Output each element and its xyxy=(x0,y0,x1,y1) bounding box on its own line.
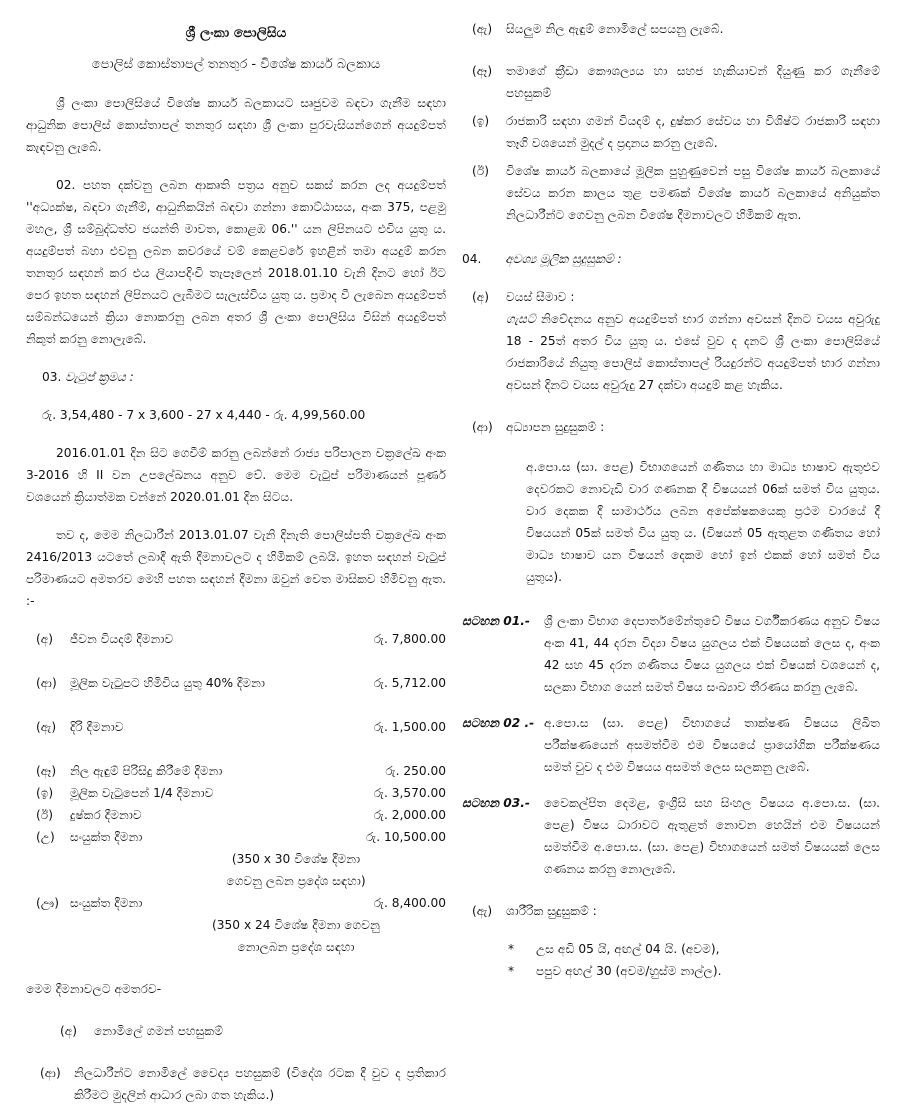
list-marker: (ඌ) xyxy=(36,896,60,910)
benefit-item xyxy=(462,110,880,154)
allowance-label: ජීවන වියදම් දීමනාව xyxy=(70,632,174,646)
note-text: වෛකල්පිත දෙමළ, ඉංග්‍රීසි සහ සිංහල විෂයය අ.පො.ස. (සා. පෙළ) විෂය ධාරාවට ඇතුළත් නොවන හෙයින් එම විෂයයන් සමත්වීම අ.පො.ස. (සා. පෙළ) විභාගයෙන් සමත් විෂයයක් ලෙස ගණනය කරනු නොලැබේ. xyxy=(544,796,880,876)
note-item xyxy=(462,712,880,778)
allowance-amount: රු. 7,800.00 xyxy=(373,632,446,646)
salary-paragraph: 2016.01.01 දින සිට ගෙවීම් කරනු ලබන්නේ රාජ්‍ය පරිපාලන චක්‍රලේඛ අංක 3-2016 හි II වන උපලේඛනය අනුව වේ. මෙම වැටුප් පරිමාණයන් පූර්ණ වශයෙන් ක්‍රියාත්මක වන්නේ 2020.01.01 දින සිටය. xyxy=(26,446,446,504)
list-marker: (අ) xyxy=(60,1024,78,1038)
list-marker: (ඇ) xyxy=(36,720,57,734)
benefit-text: විශේෂ කාර්ය බලකායේ මූලික පුහුණුවෙන් පසු විශේෂ කාර්ය බලකායේ සේවය කරන කාලය තුළ පමණක් විශේෂ කාර්ය බලකායේ අනියුක්ත නිලධාරීන්ට ගෙවනු ලබන විශේෂ දීමනාවලට හිමිකම් ඇත. xyxy=(506,164,880,222)
extra-item-text: නිලධාරීන්ට නොමිලේ වෛද්‍ය පහසුකම් (විදේශ රටක දී වුව ද ප්‍රතිකාර කිරීමට මුදලින් ආධාර ලබා ගත හැකිය.) xyxy=(74,1066,446,1102)
allowance-paragraph: තව ද, මෙම නිලධාරීන් 2013.01.07 වැනි දිනැති පොලිස්පති චක්‍රලේඛ අංක 2416/2013 යටතේ ලබාදී ඇති දීමනාවලට ද හිමිකම් ලබයි. ඉහත සඳහන් වැටුප් පරිමාණයට අමතරව මෙහි පහත සඳහන් දීමනා ඔවුන් වෙත මාසිකව හිමිවනු ඇත. :- xyxy=(26,528,446,608)
age-title: වයස් සීමාව : xyxy=(506,290,575,304)
list-marker: (ඉ) xyxy=(472,114,490,128)
allowance-row xyxy=(26,826,446,848)
age-text-body: නිවේදනය අනුව අයදුම්පත් භාර ගන්නා අවසන් දිනට වයස අවුරුදු 18 - 25ත් අතර විය යුතු ය. එසේ වුව ද දනට ශ්‍රී ලංකා පොලිසියේ රාජකාරියේ නියුතු පොලිස් කොස්තාපල් රියදුරන්ට අයදුම්පත් භාර ගන්නා අවසන් දිනට වයස අවුරුදු 27 දක්වා අයදුම් කළ හැකිය. xyxy=(506,312,880,392)
allowance-amount: රු. 250.00 xyxy=(385,764,446,778)
benefit-item xyxy=(462,160,880,226)
list-marker: (ආ) xyxy=(40,1066,61,1080)
section-number: 03. xyxy=(42,370,62,384)
benefit-text: තමාගේ ක්‍රීඩා කෞශල්‍යය හා සහජ හැකියාවන් දියුණු කර ගැනීමේ පහසුකම් xyxy=(506,64,880,100)
list-marker: (ඉ) xyxy=(36,786,54,800)
phys-item xyxy=(508,938,880,960)
extra-item-text: නොමිලේ ගමන් පහසුකම් xyxy=(94,1024,223,1038)
list-marker: (අ) xyxy=(472,290,490,304)
allowance-row xyxy=(26,628,446,650)
allowance-row xyxy=(26,760,446,782)
benefit-text: රාජකාරි සඳහා ගමන් වියදම් ද, දුෂ්කර සේවය හා විශිෂ්ට රාජකාරි සඳහා තෑගි වශයෙන් මුදල් ද ප්‍රදානය කරනු ලැබේ. xyxy=(506,114,880,150)
allowance-amount: රු. 3,570.00 xyxy=(373,786,446,800)
allowance-row xyxy=(26,716,446,738)
section-03-heading xyxy=(42,366,446,388)
allowance-note: ගෙවනු ලබන ප්‍රදේශ සඳහා) xyxy=(226,874,366,888)
note-text: ශ්‍රී ලංකා විභාග දෙපාර්තමේන්තුවේ විෂය වර්ගීකරණය අනුව විෂය අංක 41, 44 දරන විද්‍යා විෂය යුගලය එක් විෂයයක් ලෙස ද, අංක 42 සහ 45 දරන ගණිතය විෂය යුගලය එක් විෂයක් වශයෙන් ද, සලකා විභාග යෙන් සමත් විෂය සංඛ්‍යාව තීරණය කරනු ලැබේ. xyxy=(544,614,880,694)
section-title: වැටුප් ක්‍රමය : xyxy=(65,370,134,384)
allowance-label: මූලික වැටුපෙන් 1/4 දීමනාව xyxy=(70,786,214,800)
list-marker: (ඇ) xyxy=(472,22,493,36)
allowance-amount: රු. 10,500.00 xyxy=(366,830,446,844)
age-text xyxy=(506,308,880,396)
list-marker: (අ) xyxy=(36,632,54,646)
phys-title: ශාරීරික සුදුසුකම් : xyxy=(506,904,597,918)
note-key: සටහන 01.- xyxy=(462,614,530,628)
allowance-label: දිරි දීමනාව xyxy=(70,720,124,734)
allowance-row xyxy=(26,782,446,804)
page-title: ශ්‍රී ලංකා පොලිසිය xyxy=(185,25,287,41)
phys-heading xyxy=(472,900,880,922)
edu-text: අ.පො.ස (සා. පෙළ) විභාගයෙන් ගණිතය හා මාධ්‍ය භාෂාව ඇතුළුව දෙවරකට නොවැඩි වාර ගණනක දී විෂයයන් 06ක් සමත් විය යුතුය. වාර දෙකක දී සාමාර්ථය ලබන අපේක්ෂකයෙකු ප්‍රථම වාරයේ දී විෂයයන් 05ක් සමත් විය යුතු ය. (විෂයන් 05 ඇතුළත ගණිතය හෝ මාධ්‍ය භාෂාව යන විෂයන් දෙකම හෝ ඉන් එකක් හෝ සමත් විය යුතුය). xyxy=(526,460,880,584)
allowance-row xyxy=(26,892,446,914)
list-marker: (ආ) xyxy=(472,420,493,434)
benefit-item xyxy=(462,18,880,40)
age-text-lead: ගැසට් xyxy=(506,312,541,326)
benefit-text: සියලුම නිල ඇඳුම් නොමිලේ සපයනු ලැබේ. xyxy=(506,22,724,36)
age-heading xyxy=(472,286,880,308)
allowance-label: සංයුක්ත දීමනා xyxy=(70,896,143,910)
bullet-icon: * xyxy=(508,964,515,978)
bullet-icon: * xyxy=(508,942,515,956)
list-marker: (ඈ) xyxy=(36,764,57,778)
list-marker: (ඇ) xyxy=(472,904,493,918)
list-marker: (උ) xyxy=(36,830,55,844)
allowance-amount: රු. 2,000.00 xyxy=(373,808,446,822)
allowance-amount: රු. 1,500.00 xyxy=(373,720,446,734)
allowance-label: දුෂ්කර දීමනාව xyxy=(70,808,142,822)
intro-paragraph: ශ්‍රී ලංකා පොලිසියේ විශේෂ කාර්ය බලකායට සෘජුවම බඳවා ගැනීම සඳහා ආධුනික පොලිස් කොස්තාපල් තනතුර සඳහා ශ්‍රී ලංකා පුරවැසියන්ගෙන් අයදුම්පත් කැඳවනු ලැබේ. xyxy=(26,96,446,154)
note-key: සටහන 03.- xyxy=(462,796,530,810)
edu-title: අධ්‍යාපන සුදුසුකම් : xyxy=(506,420,605,434)
allowance-row xyxy=(26,804,446,826)
phys-item xyxy=(508,960,880,982)
list-marker: (ආ) xyxy=(36,676,57,690)
section-04-heading xyxy=(462,248,880,270)
allowance-amount: රු. 8,400.00 xyxy=(373,896,446,910)
section-title: අවශ්‍ය මූලික සුදුසුකම් : xyxy=(505,252,622,266)
benefit-item xyxy=(462,60,880,104)
salary-scale: රු. 3,54,480 - 7 x 3,600 - 27 x 4,440 - රු. 4,99,560.00 xyxy=(42,408,366,422)
extra-item xyxy=(60,1020,446,1042)
list-marker: (ඊ) xyxy=(36,808,54,822)
allowance-label: සංයුක්ත දීමනා xyxy=(70,830,143,844)
phys-item-text: උස අඩි 05 යි, අඟල් 04 යි. (අවම), xyxy=(536,942,720,956)
allowance-note: නොලබන ප්‍රදේශ සඳහා xyxy=(237,940,355,954)
allowance-row xyxy=(26,672,446,694)
allowance-note: (350 x 30 විශේෂ දීමනා xyxy=(231,852,361,866)
extra-item xyxy=(40,1062,446,1106)
extra-heading: මෙම දීමනාවලට අමතරව- xyxy=(26,982,162,996)
list-marker: (ඊ) xyxy=(472,164,490,178)
left-column xyxy=(26,18,446,1106)
note-key: සටහන 02 .- xyxy=(462,716,535,730)
edu-heading xyxy=(472,416,880,438)
section-number: 04. xyxy=(462,252,482,266)
note-text: අ.පො.ස (සා. පෙළ) විභාගයේ තාක්ෂණ විෂයය ලිඛිත පරීක්ෂණයෙන් අසමත්වීම එම විෂයයේ ප්‍රායෝගික පරීක්ෂණය සමත් වුව ද එම විෂයය අසමත් ලෙස සලකනු ලැබේ. xyxy=(544,716,880,774)
allowance-note: (350 x 24 විශේෂ දීමනා ගෙවනු xyxy=(212,918,380,932)
allowance-label: මූලික වැටුපට හිමිවිය යුතු 40% දීමනා xyxy=(70,676,265,690)
allowance-label: නිල ඇඳුම් පිරිසිදු කිරීමේ දීමනා xyxy=(70,764,223,778)
list-marker: (ඈ) xyxy=(472,64,493,78)
page-subtitle: පොලිස් කොස්තාපල් තනතුර - විශේෂ කාර්ය බලකාය xyxy=(91,57,381,72)
allowance-amount: රු. 5,712.00 xyxy=(373,676,446,690)
paragraph-02: 02. පහත දක්වනු ලබන ආකෘති පත්‍රය අනුව සකස් කරන ලද අයදුම්පත් ''අධ්‍යක්ෂ, බඳවා ගැනීම්, ආධුනිකයින් බඳවා ගන්නා කොට්ඨාසය, අංක 375, පළමු මහල, ශ්‍රී සම්බුද්ධත්ව ජයන්ති මාවත, කොළඹ 06.'' යන ලිපිනයට එවිය යුතු ය. අයදුම්පත් බහා එවනු ලබන කවරයේ වම් කෙළවරේ ඉහළින් තමා අයදුම් කරන තනතුර සඳහන් කර එය ලියාපදිංචි තැපෑලෙන් 2018.01.10 වැනි දිනට හෝ ඊට පෙර ඉහත සඳහන් ලිපිනයට ලැබීමට සැලැස්විය යුතු ය. ප්‍රමාද වී ලැබෙන අයදුම්පත් සම්බන්ධයෙන් ක්‍රියා නොකරනු ලබන අතර ශ්‍රී ලංකා පොලිසිය විසින් අයදුම්පත් නිකුත් කරනු නොලැබේ. xyxy=(26,178,446,346)
right-column xyxy=(462,18,880,982)
note-item xyxy=(462,792,880,880)
phys-item-text: පපුව අඟල් 30 (අවම/හුස්ම නාල්ල). xyxy=(536,964,722,978)
note-item xyxy=(462,610,880,698)
